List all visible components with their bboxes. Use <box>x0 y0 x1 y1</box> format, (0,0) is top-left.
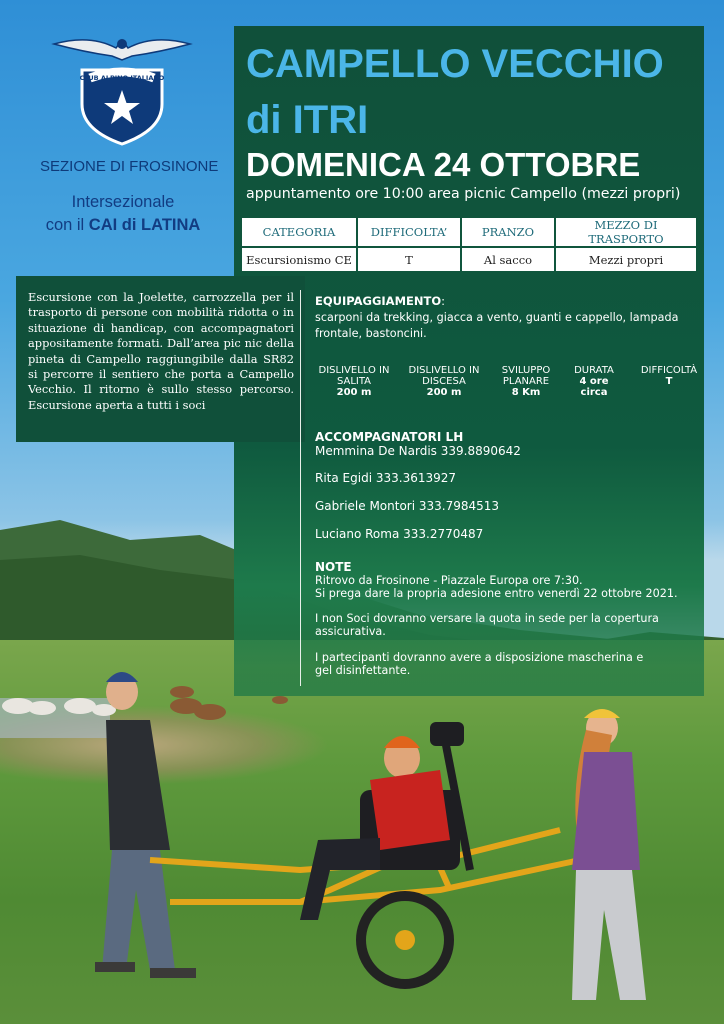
stat-value: circa <box>580 387 608 398</box>
guide-item: Gabriele Montori 333.7984513 <box>315 499 500 513</box>
equipment-heading-label: EQUIPAGGIAMENTO <box>315 294 442 308</box>
equipment-text: scarponi da trekking, giacca a vento, guanti e cappello, lampada frontale, bastoncini. <box>315 311 679 340</box>
joelette-photo-illustration <box>0 640 724 1024</box>
table-row <box>242 248 696 271</box>
section-name: SEZIONE DI FROSINONE <box>40 158 219 175</box>
guides-heading: ACCOMPAGNATORI LH <box>315 430 464 444</box>
equipment-heading-colon: : <box>441 294 445 308</box>
intersezionale-prefix: con il <box>45 216 89 234</box>
table-cell: Al sacco <box>462 248 554 271</box>
event-description: Escursione con la Joelette, carrozzella per il trasporto di persone con mobilità ridotta o in situazione di handicap, con accompagnatori appositamente formati. Dall’area pic nic della pineta di Campello raggiungibile dalla SR82 si percorre il sentiero che porta a Campello Vecchio. Il ritorno è sullo stesso percorso. Escursione aperta a tutti i soci <box>28 290 294 412</box>
stat-item <box>566 365 622 398</box>
stat-value: T <box>665 376 673 387</box>
stat-value: 200 m <box>336 387 372 398</box>
guide-item: Rita Egidi 333.3613927 <box>315 471 457 485</box>
intersezionale-line1: Intersezionale <box>71 193 175 211</box>
stat-value: 200 m <box>426 387 462 398</box>
table-cell: Escursionismo CE <box>242 248 356 271</box>
stat-item <box>494 365 558 398</box>
stat-item <box>634 365 704 387</box>
guide-item: Luciano Roma 333.2770487 <box>315 527 484 541</box>
stat-value: 8 Km <box>511 387 541 398</box>
stats-row <box>312 365 704 405</box>
table-header-cell: PRANZO <box>462 218 554 246</box>
stat-label: PLANARE <box>502 376 550 387</box>
stat-label: DISLIVELLO IN <box>318 365 390 376</box>
stat-item <box>402 365 486 398</box>
event-date: DOMENICA 24 OTTOBRE <box>246 146 641 183</box>
intersezionale-partner: CAI di LATINA <box>88 216 201 234</box>
stat-item <box>312 365 396 398</box>
logo-ring-text: CLUB ALPINO ITALIANO <box>79 74 165 82</box>
event-title-line1: CAMPELLO VECCHIO <box>246 42 664 86</box>
intersezionale-line2 <box>30 216 216 235</box>
equipment-heading <box>315 294 445 308</box>
notes-heading: NOTE <box>315 560 352 574</box>
stat-label: SALITA <box>336 376 372 387</box>
note-meeting: Ritrovo da Frosinone - Piazzale Europa ore 7:30. <box>315 574 583 587</box>
event-info-table <box>240 216 698 273</box>
stat-label: DURATA <box>574 365 614 376</box>
table-header-cell: DIFFICOLTA’ <box>358 218 460 246</box>
stat-label: DISCESA <box>422 376 466 387</box>
event-title-line2: di ITRI <box>246 98 369 142</box>
appointment-text: appuntamento ore 10:00 area picnic Campello (mezzi propri) <box>246 186 681 202</box>
note-registration: Si prega dare la propria adesione entro venerdì 22 ottobre 2021. <box>315 587 678 600</box>
vertical-divider <box>300 290 301 686</box>
table-header-cell: MEZZO DI TRASPORTO <box>556 218 696 246</box>
note-insurance: I non Soci dovranno versare la quota in sede per la copertura assicurativa. <box>315 612 659 638</box>
guide-item: Memmina De Nardis 339.8890642 <box>315 444 521 458</box>
table-cell: Mezzi propri <box>556 248 696 271</box>
table-cell: T <box>358 248 460 271</box>
stat-label: DIFFICOLTÀ <box>640 365 698 376</box>
table-header-cell: CATEGORIA <box>242 218 356 246</box>
stat-label: SVILUPPO <box>501 365 551 376</box>
note-masks: I partecipanti dovranno avere a disposizione mascherina e gel disinfettante. <box>315 651 644 677</box>
stat-label: DISLIVELLO IN <box>408 365 480 376</box>
cai-logo <box>50 30 194 150</box>
table-header-row <box>242 218 696 246</box>
stat-value: 4 ore <box>579 376 609 387</box>
